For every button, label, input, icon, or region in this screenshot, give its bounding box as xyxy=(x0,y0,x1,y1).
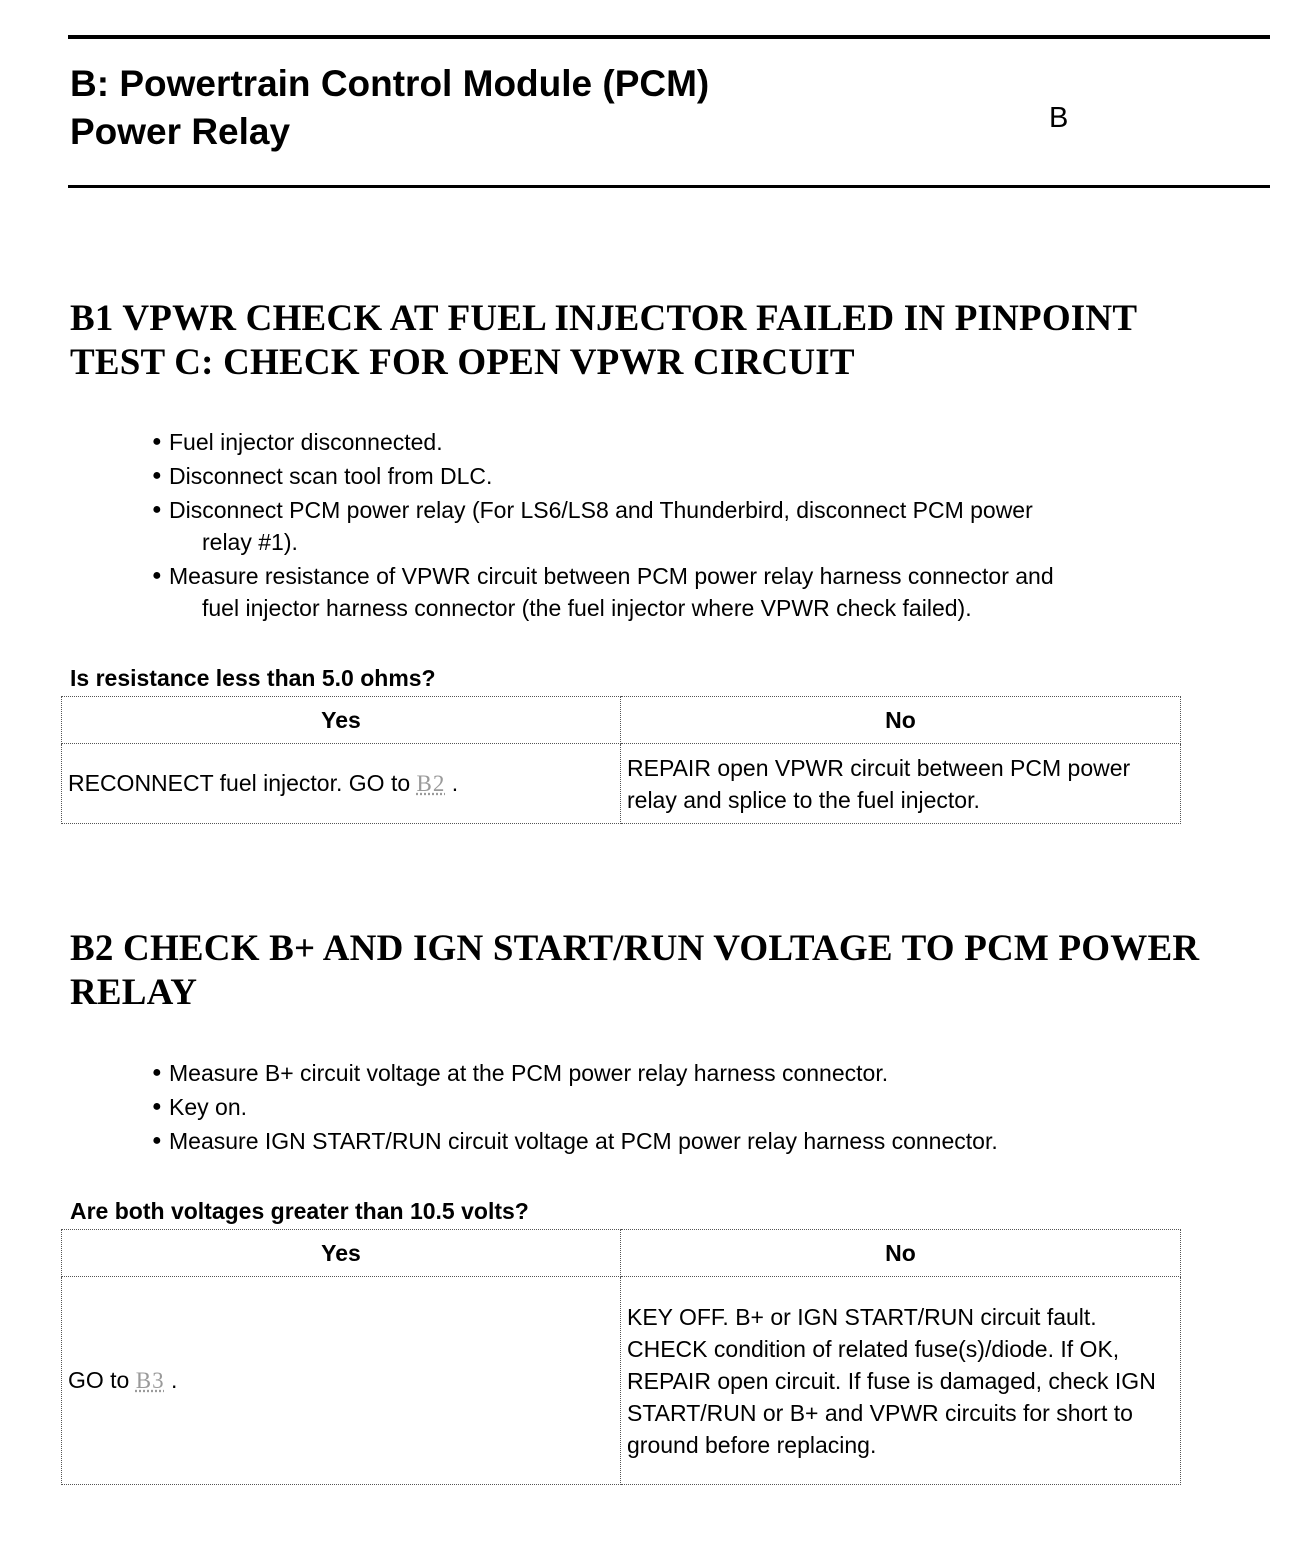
bullet-text: Measure B+ circuit voltage at the PCM power relay harness connector. xyxy=(169,1060,889,1086)
yes-cell xyxy=(62,744,621,824)
no-column-header: No xyxy=(621,697,1181,744)
list-item xyxy=(150,426,1260,458)
step-b1-heading xyxy=(70,297,1270,385)
list-item xyxy=(150,460,1260,492)
table-row xyxy=(62,744,1181,824)
step-b2-question: Are both voltages greater than 10.5 volts? xyxy=(70,1198,529,1224)
table-row xyxy=(62,1277,1181,1485)
no-cell: REPAIR open VPWR circuit between PCM power relay and splice to the fuel injector. xyxy=(621,744,1181,824)
bullet-text: Measure IGN START/RUN circuit voltage at PCM power relay harness connector. xyxy=(169,1128,998,1154)
yes-cell-text: RECONNECT fuel injector. GO to xyxy=(68,770,417,796)
bullet-icon: ● xyxy=(152,433,162,450)
yes-cell-suffix: . xyxy=(445,770,459,796)
header-bottom-rule xyxy=(68,185,1270,188)
step-b1-question: Is resistance less than 5.0 ohms? xyxy=(70,665,436,691)
list-item xyxy=(150,1125,1260,1157)
no-column-header: No xyxy=(621,1230,1181,1277)
yes-cell-text: GO to xyxy=(68,1367,136,1393)
step-b1-bullet-list xyxy=(150,426,1260,626)
list-item xyxy=(150,494,1260,558)
list-item xyxy=(150,1091,1260,1123)
step-b2-heading xyxy=(70,927,1270,1015)
table-header-row xyxy=(62,697,1181,744)
bullet-text-line1: Measure resistance of VPWR circuit between PCM power relay harness connector and xyxy=(169,563,1054,589)
step-b2-heading-line2: RELAY xyxy=(70,972,198,1013)
table-header-row xyxy=(62,1230,1181,1277)
yes-cell xyxy=(62,1277,621,1485)
go-to-b2-link[interactable]: B2 xyxy=(416,771,446,796)
bullet-text-line2: fuel injector harness connector (the fuel injector where VPWR check failed). xyxy=(202,595,972,621)
bullet-icon: ● xyxy=(152,1132,162,1149)
go-to-b3-link[interactable]: B3 xyxy=(135,1368,165,1393)
no-cell: KEY OFF. B+ or IGN START/RUN circuit fault. CHECK condition of related fuse(s)/diode. If OK, REPAIR open circuit. If fuse is damaged, check IGN START/RUN or B+ and VPWR circuits for short to ground before replacing. xyxy=(621,1277,1181,1485)
yes-cell-suffix: . xyxy=(164,1367,178,1393)
bullet-text-line1: Disconnect PCM power relay (For LS6/LS8 and Thunderbird, disconnect PCM power xyxy=(169,497,1033,523)
header-top-rule xyxy=(68,35,1270,39)
bullet-text: Key on. xyxy=(169,1094,247,1120)
bullet-text xyxy=(169,560,1260,624)
bullet-text: Disconnect scan tool from DLC. xyxy=(169,463,493,489)
step-b1-result-table xyxy=(61,696,1181,824)
step-b1-heading-line2: TEST C: CHECK FOR OPEN VPWR CIRCUIT xyxy=(70,342,855,383)
bullet-text xyxy=(169,494,1260,558)
bullet-icon: ● xyxy=(152,1064,162,1081)
page-title-line1: B: Powertrain Control Module (PCM) xyxy=(70,63,710,104)
bullet-icon: ● xyxy=(152,501,162,518)
bullet-text: Fuel injector disconnected. xyxy=(169,429,443,455)
bullet-text-line2: relay #1). xyxy=(202,529,298,555)
bullet-icon: ● xyxy=(152,467,162,484)
step-b1-heading-line1: B1 VPWR CHECK AT FUEL INJECTOR FAILED IN PINPOINT xyxy=(70,298,1138,339)
step-b2-bullet-list xyxy=(150,1057,1260,1159)
page-title-line2: Power Relay xyxy=(70,111,291,152)
yes-column-header: Yes xyxy=(62,1230,621,1277)
bullet-icon: ● xyxy=(152,1098,162,1115)
step-b2-result-table xyxy=(61,1229,1181,1485)
list-item xyxy=(150,1057,1260,1089)
yes-column-header: Yes xyxy=(62,697,621,744)
section-letter: B xyxy=(1049,102,1069,134)
list-item xyxy=(150,560,1260,624)
page-title xyxy=(70,60,709,156)
step-b2-heading-line1: B2 CHECK B+ AND IGN START/RUN VOLTAGE TO PCM POWER xyxy=(70,928,1200,969)
bullet-icon: ● xyxy=(152,567,162,584)
